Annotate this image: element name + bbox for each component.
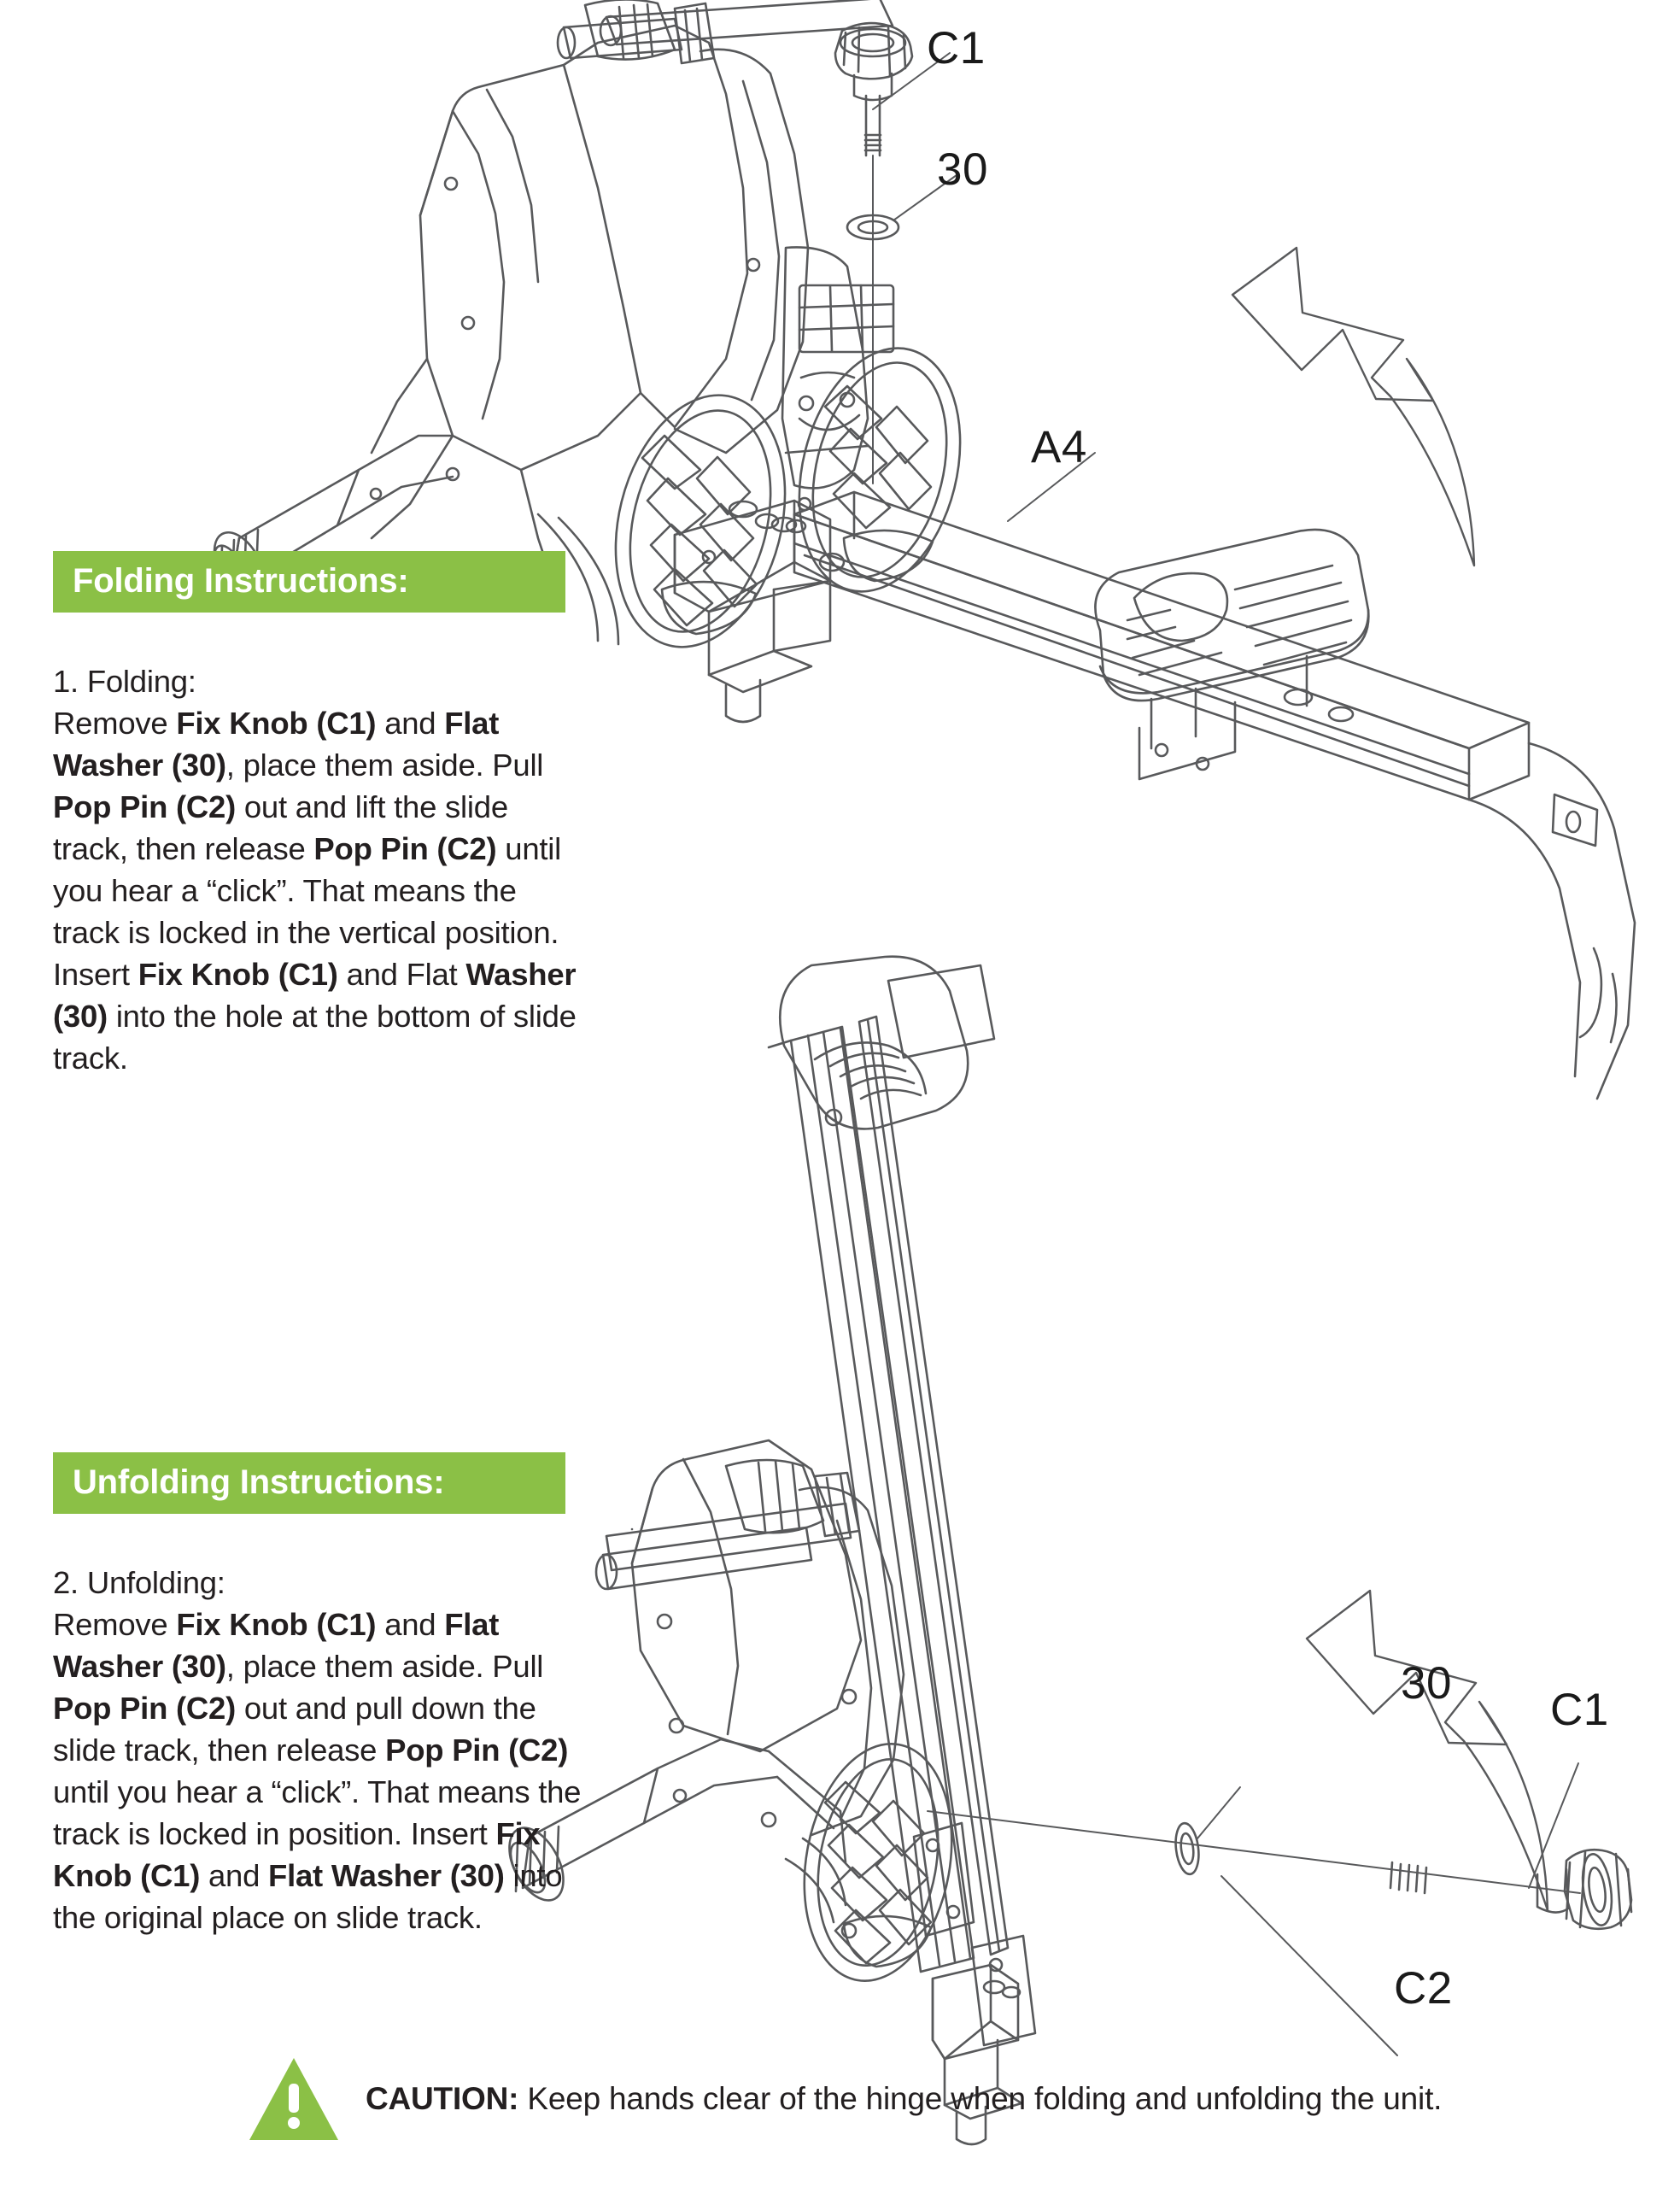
unfolding-instructions-body xyxy=(53,1562,582,1938)
caution-message: Keep hands clear of the hinge when folding and unfolding the unit. xyxy=(518,2081,1443,2116)
unfolding-paragraph: Remove Fix Knob (C1) and Flat Washer (30), place them aside. Pull Pop Pin (C2) out and pull down the slide track, then release Pop Pin (C2) until you hear a “click”. That means the track is locked in position. Insert Fix Knob (C1) and Flat Washer (30) into the original place on slide track. xyxy=(53,1607,582,1935)
folding-instructions-block xyxy=(53,551,582,1079)
caution-notice xyxy=(248,2055,1442,2143)
folding-instructions-body xyxy=(53,660,582,1079)
unfolding-lead: 2. Unfolding: xyxy=(53,1565,225,1600)
unfolding-instructions-header: Unfolding Instructions: xyxy=(53,1452,565,1514)
folding-instructions-header: Folding Instructions: xyxy=(53,551,565,613)
folding-paragraph: Remove Fix Knob (C1) and Flat Washer (30), place them aside. Pull Pop Pin (C2) out and lift the slide track, then release Pop Pin (C2) until you hear a “click”. That means the track is locked in the vertical position. Insert Fix Knob (C1) and Flat Washer (30) into the hole at the bottom of slide track. xyxy=(53,706,577,1076)
callout-30-bottom: 30 xyxy=(1401,1658,1452,1709)
folding-lead: 1. Folding: xyxy=(53,664,196,699)
unfolding-instructions-block xyxy=(53,1452,582,1938)
callout-30-top: 30 xyxy=(937,144,988,195)
rowing-machine-folded-illustration xyxy=(632,957,1680,2067)
warning-triangle-icon xyxy=(248,2055,340,2143)
caution-text xyxy=(366,2080,1442,2118)
callout-a4: A4 xyxy=(1031,422,1087,472)
callout-c2-bottom: C2 xyxy=(1394,1963,1453,2014)
caution-label: CAUTION: xyxy=(366,2081,519,2116)
callout-c1-top: C1 xyxy=(927,23,986,73)
callout-c1-bottom: C1 xyxy=(1550,1685,1609,1735)
